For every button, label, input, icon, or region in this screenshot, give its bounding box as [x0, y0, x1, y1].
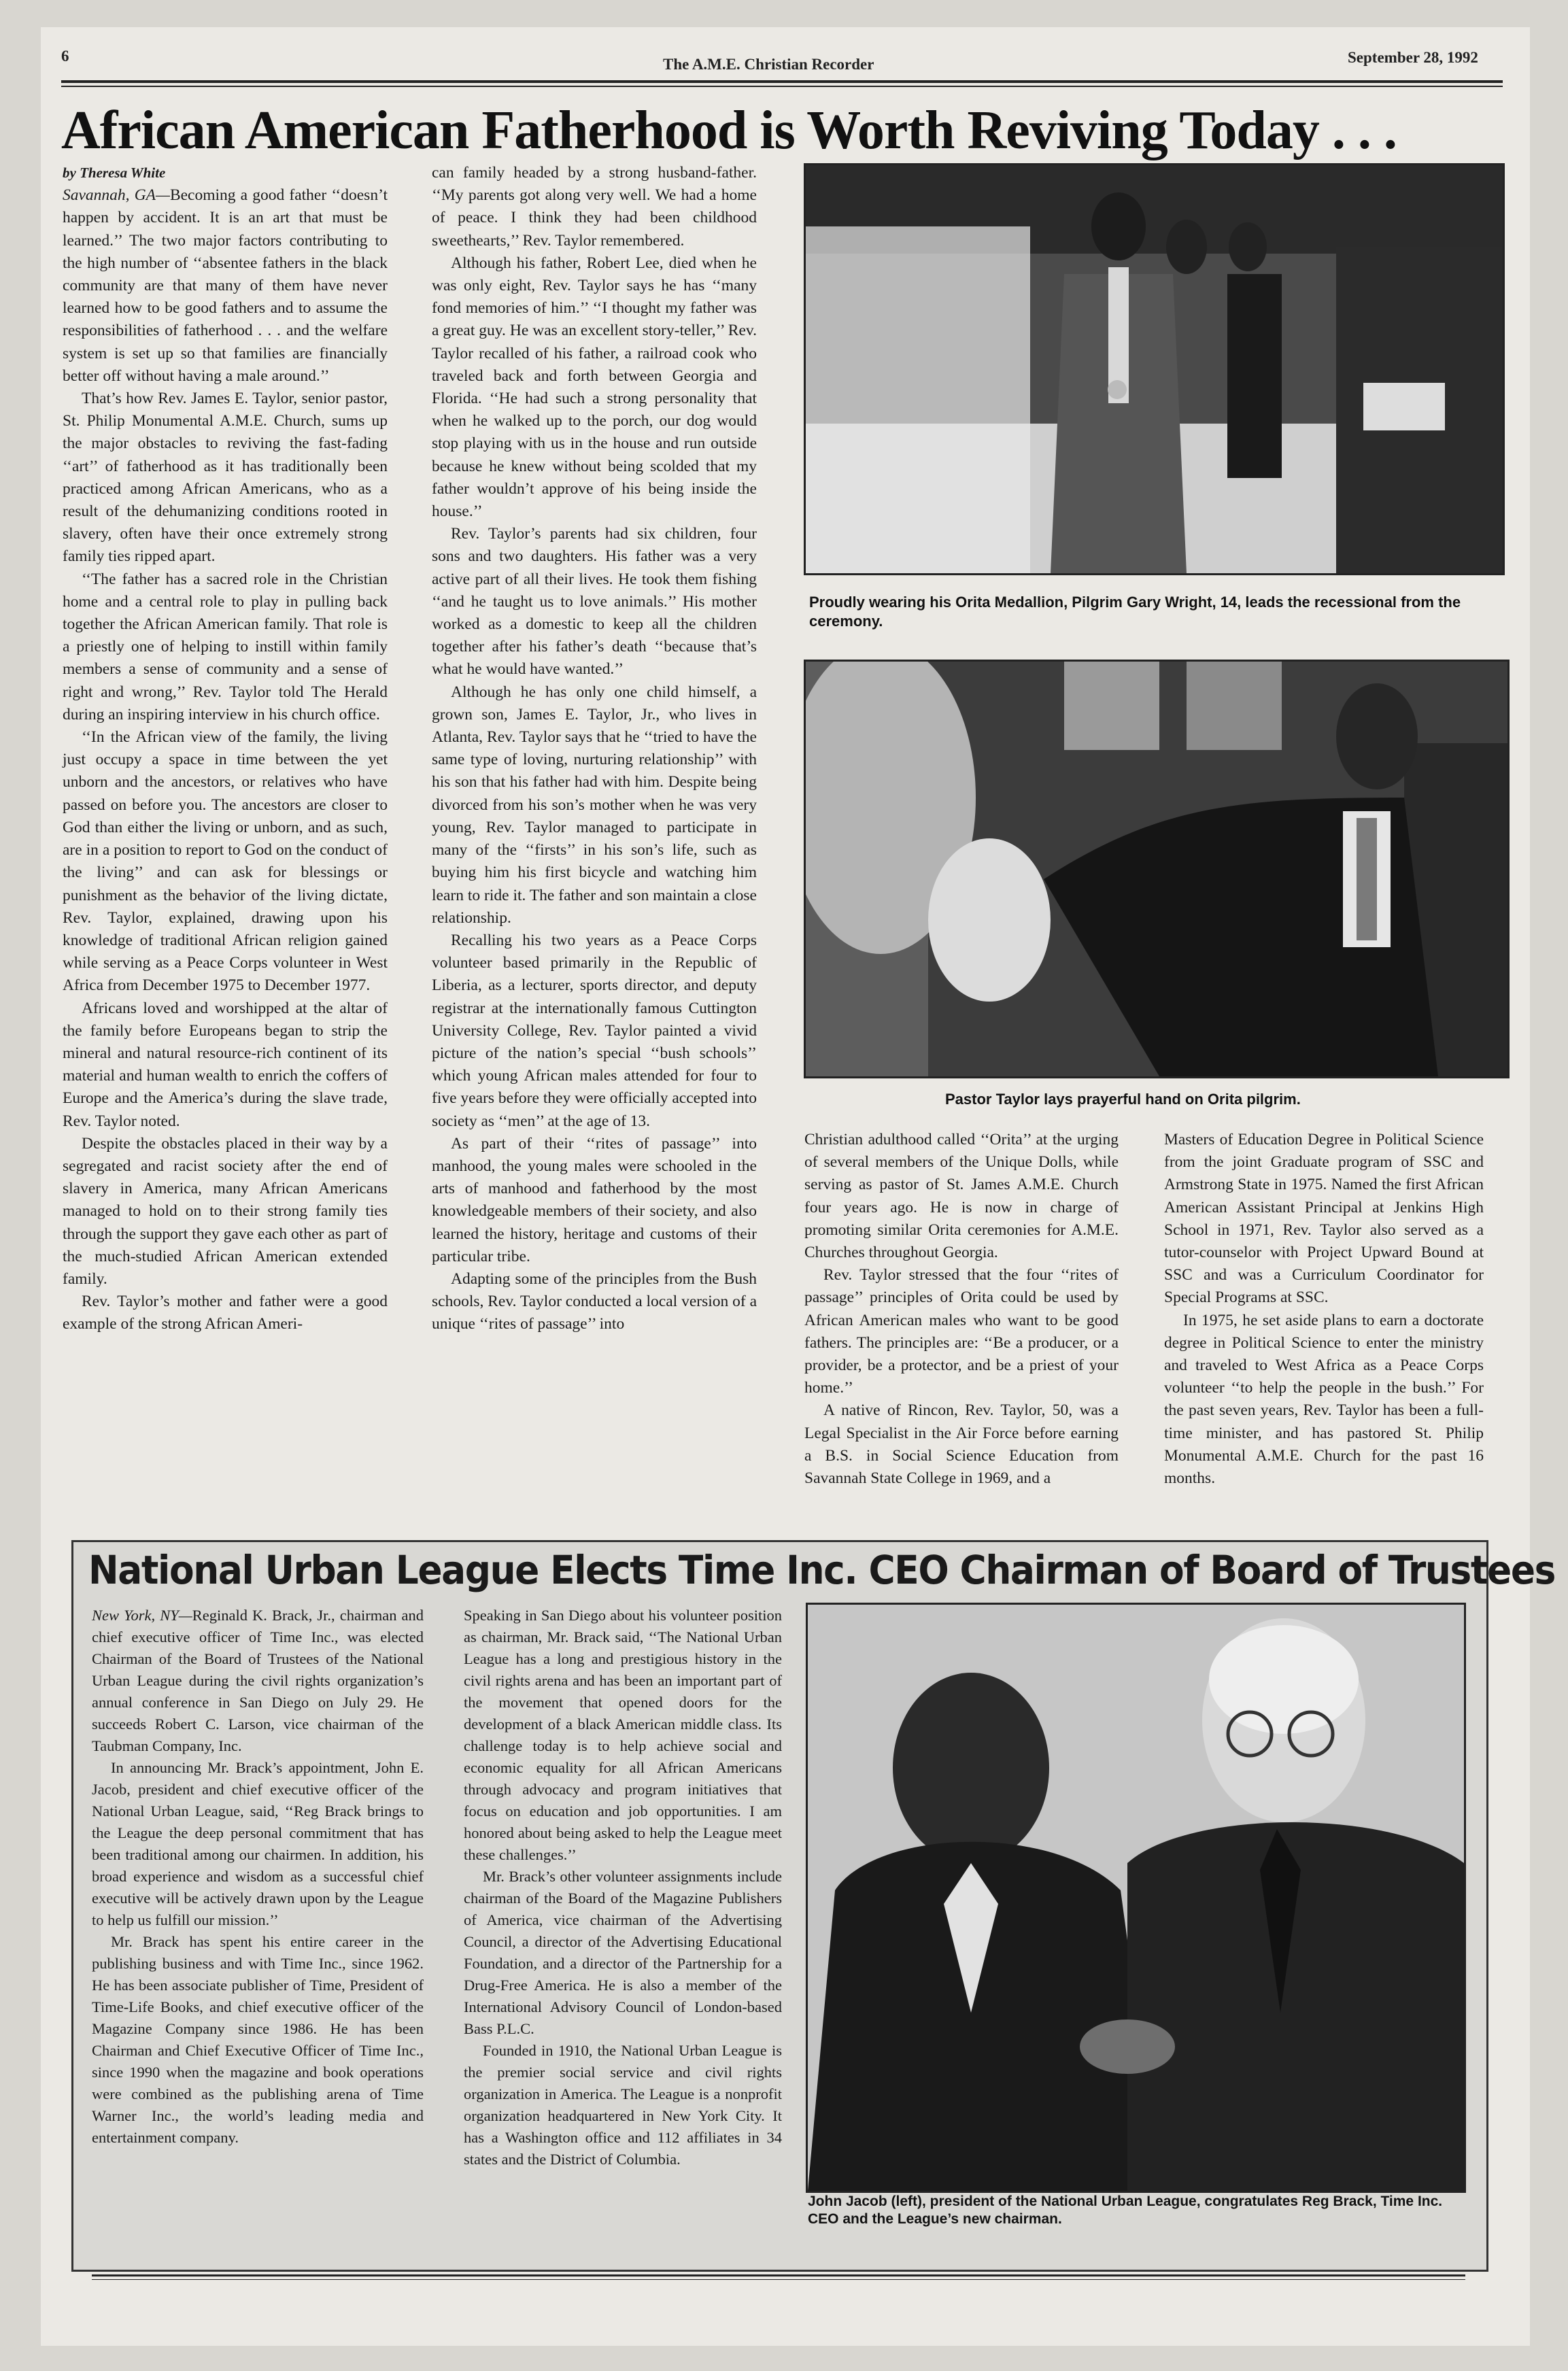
footer-rule: [92, 2274, 1465, 2276]
paragraph: Mr. Brack has spent his entire career in the publishing business and with Time Inc., since 1962. He has been associate publisher of Time, President of Time-Life Books, and chief executive officer of the Magazine Company since 1986. He has been Chairman and Chief Executive Officer of Time Inc., since 1990 when the magazine and book operations were combined as the publishing arena of Time Warner Inc., the world’s leading media and entertainment company.: [92, 1933, 424, 2146]
paragraph: Founded in 1910, the National Urban League is the premier social service and civil rights organization in America. The League is a nonprofit organization headquartered in New York City. It has a Washington office and 112 affiliates in 34 states and the District of Columbia.: [464, 2042, 782, 2168]
article-headline: African American Fatherhood is Worth Reviving Today . . .: [61, 101, 1397, 160]
paragraph: Rev. Taylor’s mother and father were a good example of the strong African Ameri-: [63, 1293, 388, 1333]
paragraph: Rev. Taylor’s parents had six children, four sons and two daughters. His father was a very active part of all their lives. He took them fishing ‘‘and he taught us to love animals.’’ His mother worked as a domestic to keep all the children together after his father’s death ‘‘because that’s what he would have wanted.’’: [432, 525, 757, 679]
paragraph: Speaking in San Diego about his volunteer position as chairman, Mr. Brack said, ‘‘The National Urban League has a long and prestigious history in the civil rights arena and has been an important part of the movement that opened doors for the development of a black American middle class. Its challenge today is to help achieve social and economic equality for all African Americans through advocacy and program initiatives that focus on education and job opportunities. I am honored about being asked to help the League meet these challenges.’’: [464, 1607, 782, 1863]
paragraph: Becoming a good father ‘‘doesn’t happen by accident. It is an art that must be learned.’’ The two major factors contributing to the high number of ‘‘absentee fathers in the black community are that many of them have never learned how to be good fathers and to assume the responsibilities of fatherhood . . . and the welfare system is set up so that families are financially better off without having a male around.’’: [63, 186, 388, 385]
paragraph: Africans loved and worshipped at the altar of the family before Europeans began to strip the mineral and natural resource-rich continent of its material and human wealth to enrich the coffers of Europe and the America’s during the slave trade, Rev. Taylor noted.: [63, 999, 388, 1130]
article-column-3: [804, 1129, 1119, 1490]
dateline: Savannah, GA—: [63, 186, 170, 205]
paragraph: Mr. Brack’s other volunteer assignments include chairman of the Board of the Magazine Publishers of America, vice chairman of the Advertising Council, a director of the Advertising Educational Foundation, and a director of the Partnership for a Drug-Free America. He is also a member of the International Advisory Council of London-based Bass P.L.C.: [464, 1868, 782, 2037]
paragraph: A native of Rincon, Rev. Taylor, 50, was a Legal Specialist in the Air Force before earning a B.S. in Social Science Education from Savannah State College in 1969, and a: [804, 1401, 1119, 1488]
paragraph: Reginald K. Brack, Jr., chairman and chief executive officer of Time Inc., was elected Chairman of the Board of Trustees of the National Urban League during the civil rights organization’s annual conference in San Diego on July 29. He succeeds Robert C. Larson, vice chairman of the Taubman Company, Inc.: [92, 1607, 424, 1754]
photo-pastor-taylor-caption: Pastor Taylor lays prayerful hand on Orita pilgrim.: [945, 1091, 1301, 1108]
paragraph: In 1975, he set aside plans to earn a doctorate degree in Political Science to enter the ministry and traveled to West Africa as a Peace Corps volunteer ‘‘to help the people in the bush.’’ For the past seven years, Rev. Taylor has been a full-time minister, and has pastored St. Philip Monumental A.M.E. Church for the past 16 months.: [1164, 1311, 1484, 1488]
page-number: 6: [61, 48, 69, 65]
paragraph: That’s how Rev. James E. Taylor, senior pastor, St. Philip Monumental A.M.E. Church, sums up the major obstacles to reviving the fast-fading ‘‘art’’ of fatherhood as it has traditionally been practiced among African Americans, who as a result of the dehumanizing conditions rooted in slavery, often have their once extremely strong family ties ripped apart.: [63, 390, 388, 566]
paragraph: Although his father, Robert Lee, died when he was only eight, Rev. Taylor says he has ‘‘many fond memories of him.’’ ‘‘I thought my father was a great guy. He was an excellent story-teller,’’ Rev. Taylor recalled of his father, a railroad cook who traveled back and forth between Georgia and Florida. ‘‘He had such a strong personality that when he walked up to the porch, our dog would stop playing with us in the house and run outside because he knew without being scolded that my father wouldn’t approve of his being inside the house.’’: [432, 254, 757, 521]
photo-recessional-caption: Proudly wearing his Orita Medallion, Pilgrim Gary Wright, 14, leads the recessional from the ceremony.: [809, 594, 1461, 630]
urban-league-column-1: [92, 1605, 424, 2149]
photo-recessional: [804, 163, 1505, 575]
photo-jacob-brack-caption: John Jacob (left), president of the National Urban League, congratulates Reg Brack, Time Inc. CEO and the League’s new chairman.: [808, 2194, 1443, 2227]
article-column-4: [1164, 1129, 1484, 1490]
footer-rule-thin: [92, 2279, 1465, 2280]
paragraph: Rev. Taylor stressed that the four ‘‘rites of passage’’ principles of Orita could be used by African American males who want to be good fathers. The principles are: ‘‘Be a producer, or a provider, be a protector, and be a priest of your home.’’: [804, 1266, 1119, 1397]
paragraph: Christian adulthood called ‘‘Orita’’ at the urging of several members of the Unique Dolls, while serving as pastor of St. James A.M.E. Church four years ago. He is now in charge of promoting similar Orita ceremonies for A.M.E. Churches throughout Georgia.: [804, 1131, 1119, 1262]
urban-league-column-2: [464, 1605, 782, 2170]
paragraph: As part of their ‘‘rites of passage’’ into manhood, the young males were schooled in the arts of manhood and fatherhood by the most knowledgeable members of their society, and also learned the history, heritage and customs of their particular tribe.: [432, 1134, 757, 1265]
issue-date: September 28, 1992: [1348, 49, 1478, 66]
publication-name: The A.M.E. Christian Recorder: [663, 56, 874, 73]
paragraph: Recalling his two years as a Peace Corps volunteer based primarily in the Republic of Liberia, as a lecturer, sports director, and deputy registrar at the internationally famous Cuttington University College, Rev. Taylor painted a vivid picture of the nation’s special ‘‘bush schools’’ which young African males attended for four to five years before they were officially accepted into society as ‘‘men’’ at the age of 13.: [432, 931, 757, 1130]
photo-jacob-brack: [806, 1603, 1466, 2193]
paragraph: In announcing Mr. Brack’s appointment, John E. Jacob, president and chief executive officer of the National Urban League, said, ‘‘Reg Brack brings to the League the deep personal commitment that has been traditional among our chairmen. In addition, his broad experience and wisdom as a successful chief executive will be actively drawn upon by the League to help us fulfill our mission.’’: [92, 1759, 424, 1928]
paragraph: Adapting some of the principles from the Bush schools, Rev. Taylor conducted a local version of a unique ‘‘rites of passage’’ into: [432, 1269, 757, 1333]
paragraph: ‘‘In the African view of the family, the living just occupy a space in time between the yet unborn and the ancestors, or relatives who have passed on before you. The ancestors are closer to God than either the living or unborn, and as such, are in a position to report to God on the conduct of the living’’ and can ask for blessings or punishment as the behavior of the living dictate, Rev. Taylor, explained, drawing upon his knowledge of traditional African religion gained while serving as a Peace Corps volunteer in West Africa from December 1975 to December 1977.: [63, 728, 388, 995]
paragraph: Masters of Education Degree in Political Science from the joint Graduate program of SSC and Armstrong State in 1975. Named the first African American Assistant Principal at Jenkins High School in 1971, Rev. Taylor also served as a tutor-counselor with Project Upward Bound at SSC and was a Curriculum Coordinator for Special Programs at SSC.: [1164, 1131, 1484, 1307]
paragraph: Although he has only one child himself, a grown son, James E. Taylor, Jr., who lives in Atlanta, Rev. Taylor says that he ‘‘tried to have the same type of loving, nurturing relationship’’ with his son that his father had with him. Despite being divorced from his son’s mother when he was very young, Rev. Taylor managed to participate in many of the ‘‘firsts’’ in his son’s life, such as buying him his first bicycle and watching him learn to ride it. The father and son maintain a close relationship.: [432, 683, 757, 927]
dateline: New York, NY—: [92, 1607, 192, 1624]
paragraph: Despite the obstacles placed in their way by a segregated and racist society after the end of slavery in America, many African Americans managed to hold on to their strong family ties through the support they gave each other as part of the much-studied African American extended family.: [63, 1134, 388, 1288]
paragraph: can family headed by a strong husband-father. ‘‘My parents got along very well. We had a home of peace. I think they had been childhood sweethearts,’’ Rev. Taylor remembered.: [432, 164, 757, 250]
byline: by Theresa White: [63, 165, 166, 181]
article-column-2: [432, 162, 757, 1336]
article-column-1: [63, 162, 388, 1336]
header-rule: [61, 80, 1503, 83]
urban-league-headline: National Urban League Elects Time Inc. CEO Chairman of Board of Trustees: [88, 1547, 1556, 1593]
paragraph: ‘‘The father has a sacred role in the Christian home and a central role to play in pulling back together the African American family. That role is a priestly one of helping to instill within family members a sense of community and a sense of right and wrong,’’ Rev. Taylor told The Herald during an inspiring interview in his church office.: [63, 570, 388, 723]
photo-pastor-taylor: [804, 660, 1510, 1078]
header-rule-thin: [61, 86, 1503, 87]
